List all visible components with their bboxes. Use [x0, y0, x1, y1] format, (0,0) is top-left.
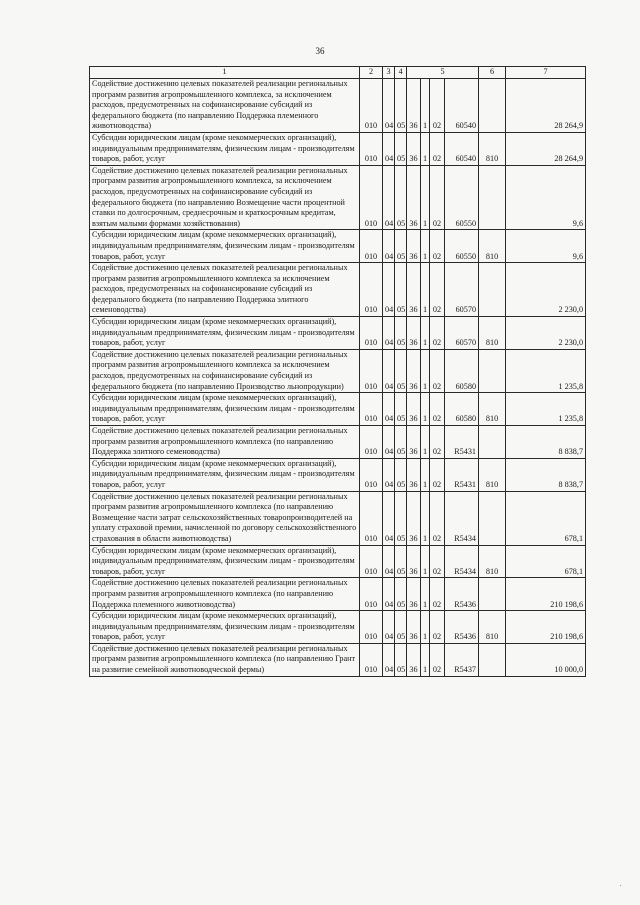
row-name: Субсидии юридическим лицам (кроме некоммерческих организаций), индивидуальным предпринимателям, физическим лицам - производителям товаров, работ, услуг: [90, 611, 360, 644]
subprogram-code: 1: [421, 317, 430, 350]
direction-code: 60540: [445, 79, 479, 133]
subprogram-code: 1: [421, 132, 430, 165]
program-code: 36: [407, 165, 421, 230]
measure-code: 02: [430, 491, 445, 545]
col-2-code: 010: [360, 165, 383, 230]
table-row: [90, 643, 586, 676]
amount: 28 264,9: [506, 79, 586, 133]
header-col-2: 2: [360, 67, 383, 79]
direction-code: R5436: [445, 611, 479, 644]
col-6-code: [479, 165, 506, 230]
direction-code: 60550: [445, 230, 479, 263]
direction-code: R5431: [445, 426, 479, 459]
col-4-code: 05: [395, 79, 407, 133]
row-name: Субсидии юридическим лицам (кроме некоммерческих организаций), индивидуальным предпринимателям, физическим лицам - производителям товаров, работ, услуг: [90, 317, 360, 350]
direction-code: 60570: [445, 263, 479, 317]
col-4-code: 05: [395, 643, 407, 676]
table-row: [90, 317, 586, 350]
table-row: [90, 426, 586, 459]
table-row: [90, 132, 586, 165]
subprogram-code: 1: [421, 263, 430, 317]
table-row: [90, 611, 586, 644]
header-col-7: 7: [506, 67, 586, 79]
col-3-code: 04: [383, 165, 395, 230]
direction-code: 60540: [445, 132, 479, 165]
col-2-code: 010: [360, 132, 383, 165]
subprogram-code: 1: [421, 458, 430, 491]
col-2-code: 010: [360, 643, 383, 676]
amount: 28 264,9: [506, 132, 586, 165]
subprogram-code: 1: [421, 393, 430, 426]
subprogram-code: 1: [421, 545, 430, 578]
subprogram-code: 1: [421, 79, 430, 133]
program-code: 36: [407, 491, 421, 545]
amount: 1 235,8: [506, 349, 586, 392]
row-name: Содействие достижению целевых показателей реализации региональных программ развития агропромышленного комплекса (по направлению Поддержка элитного семеноводства): [90, 426, 360, 459]
col-4-code: 05: [395, 426, 407, 459]
program-code: 36: [407, 545, 421, 578]
row-name: Содействие достижению целевых показателей реализации региональных программ развития агропромышленного комплекса за исключением расходов, предусмотренных на софинансирование субсидий из федерального бюджета (по направлению Производство льнопродукции): [90, 349, 360, 392]
measure-code: 02: [430, 79, 445, 133]
col-3-code: 04: [383, 263, 395, 317]
col-3-code: 04: [383, 578, 395, 611]
direction-code: R5434: [445, 491, 479, 545]
direction-code: 60580: [445, 349, 479, 392]
direction-code: R5436: [445, 578, 479, 611]
col-6-code: [479, 578, 506, 611]
col-4-code: 05: [395, 230, 407, 263]
subprogram-code: 1: [421, 578, 430, 611]
measure-code: 02: [430, 165, 445, 230]
direction-code: R5434: [445, 545, 479, 578]
amount: 9,6: [506, 230, 586, 263]
table-row: [90, 263, 586, 317]
col-3-code: 04: [383, 426, 395, 459]
table-row: [90, 79, 586, 133]
row-name: Содействие достижению целевых показателей реализации региональных программ развития агропромышленного комплекса (по направлению Возмещение части затрат сельскохозяйственных товаропроизводителей на уплату страховой премии, начисленной по договору сельскохозяйственного страхования в области животноводства): [90, 491, 360, 545]
row-name: Содействие достижению целевых показателей реализации региональных программ развития агропромышленного комплекса (по направлению Грант на развитие семейной животноводческой фермы): [90, 643, 360, 676]
subprogram-code: 1: [421, 611, 430, 644]
program-code: 36: [407, 230, 421, 263]
program-code: 36: [407, 426, 421, 459]
measure-code: 02: [430, 611, 445, 644]
program-code: 36: [407, 317, 421, 350]
col-6-code: 810: [479, 545, 506, 578]
subprogram-code: 1: [421, 230, 430, 263]
amount: 2 230,0: [506, 317, 586, 350]
amount: 678,1: [506, 545, 586, 578]
amount: 2 230,0: [506, 263, 586, 317]
col-2-code: 010: [360, 263, 383, 317]
row-name: Содействие достижению целевых показателей реализации региональных программ развития агропромышленного комплекса, за исключением расходов, предусмотренных на софинансирование субсидий из федерального бюджета (по направлению Поддержка племенного животноводства): [90, 79, 360, 133]
col-2-code: 010: [360, 317, 383, 350]
table-body: [90, 79, 586, 677]
col-6-code: 810: [479, 230, 506, 263]
program-code: 36: [407, 263, 421, 317]
header-col-1: 1: [90, 67, 360, 79]
table-row: [90, 393, 586, 426]
col-4-code: 05: [395, 393, 407, 426]
col-6-code: [479, 349, 506, 392]
measure-code: 02: [430, 230, 445, 263]
table-row: [90, 545, 586, 578]
direction-code: R5431: [445, 458, 479, 491]
col-2-code: 010: [360, 578, 383, 611]
col-2-code: 010: [360, 458, 383, 491]
subprogram-code: 1: [421, 426, 430, 459]
row-name: Субсидии юридическим лицам (кроме некоммерческих организаций), индивидуальным предпринимателям, физическим лицам - производителям товаров, работ, услуг: [90, 132, 360, 165]
col-2-code: 010: [360, 545, 383, 578]
measure-code: 02: [430, 578, 445, 611]
amount: 1 235,8: [506, 393, 586, 426]
subprogram-code: 1: [421, 643, 430, 676]
direction-code: 60570: [445, 317, 479, 350]
row-name: Субсидии юридическим лицам (кроме некоммерческих организаций), индивидуальным предпринимателям, физическим лицам - производителям товаров, работ, услуг: [90, 393, 360, 426]
table-row: [90, 491, 586, 545]
header-col-4: 4: [395, 67, 407, 79]
direction-code: R5437: [445, 643, 479, 676]
row-name: Содействие достижению целевых показателей реализации региональных программ развития агропромышленного комплекса за исключением расходов, предусмотренных на софинансирование субсидий из федерального бюджета (по направлению Поддержка элитного семеноводства): [90, 263, 360, 317]
col-4-code: 05: [395, 578, 407, 611]
col-6-code: [479, 643, 506, 676]
col-2-code: 010: [360, 426, 383, 459]
measure-code: 02: [430, 643, 445, 676]
col-4-code: 05: [395, 263, 407, 317]
table-row: [90, 165, 586, 230]
table-row: [90, 578, 586, 611]
col-6-code: 810: [479, 393, 506, 426]
program-code: 36: [407, 578, 421, 611]
col-3-code: 04: [383, 230, 395, 263]
measure-code: 02: [430, 132, 445, 165]
measure-code: 02: [430, 263, 445, 317]
subprogram-code: 1: [421, 491, 430, 545]
table-row: [90, 349, 586, 392]
col-3-code: 04: [383, 458, 395, 491]
amount: 9,6: [506, 165, 586, 230]
col-6-code: [479, 79, 506, 133]
row-name: Содействие достижению целевых показателей реализации региональных программ развития агропромышленного комплекса, за исключением расходов, предусмотренных на софинансирование субсидий из федерального бюджета (по направлению Возмещение части процентной ставки по долгосрочным, среднесрочным и краткосрочным кредитам, взятым малыми формами хозяйствования): [90, 165, 360, 230]
amount: 678,1: [506, 491, 586, 545]
measure-code: 02: [430, 349, 445, 392]
direction-code: 60550: [445, 165, 479, 230]
col-6-code: [479, 263, 506, 317]
scan-mark: ˙: [610, 883, 622, 888]
col-2-code: 010: [360, 79, 383, 133]
col-4-code: 05: [395, 611, 407, 644]
row-name: Субсидии юридическим лицам (кроме некоммерческих организаций), индивидуальным предпринимателям, физическим лицам - производителям товаров, работ, услуг: [90, 545, 360, 578]
col-2-code: 010: [360, 230, 383, 263]
measure-code: 02: [430, 545, 445, 578]
col-3-code: 04: [383, 643, 395, 676]
table-row: [90, 458, 586, 491]
page-number: 36: [315, 46, 325, 56]
measure-code: 02: [430, 426, 445, 459]
col-4-code: 05: [395, 458, 407, 491]
program-code: 36: [407, 132, 421, 165]
program-code: 36: [407, 79, 421, 133]
subprogram-code: 1: [421, 165, 430, 230]
header-col-3: 3: [383, 67, 395, 79]
col-6-code: 810: [479, 458, 506, 491]
col-2-code: 010: [360, 491, 383, 545]
amount: 210 198,6: [506, 578, 586, 611]
measure-code: 02: [430, 458, 445, 491]
program-code: 36: [407, 611, 421, 644]
col-3-code: 04: [383, 349, 395, 392]
col-4-code: 05: [395, 491, 407, 545]
budget-table: [89, 66, 586, 677]
program-code: 36: [407, 458, 421, 491]
col-2-code: 010: [360, 349, 383, 392]
direction-code: 60580: [445, 393, 479, 426]
amount: 210 198,6: [506, 611, 586, 644]
program-code: 36: [407, 349, 421, 392]
row-name: Содействие достижению целевых показателей реализации региональных программ развития агропромышленного комплекса (по направлению Поддержка племенного животноводства): [90, 578, 360, 611]
program-code: 36: [407, 643, 421, 676]
col-6-code: [479, 491, 506, 545]
col-6-code: [479, 426, 506, 459]
col-3-code: 04: [383, 611, 395, 644]
col-2-code: 010: [360, 393, 383, 426]
subprogram-code: 1: [421, 349, 430, 392]
col-6-code: 810: [479, 611, 506, 644]
program-code: 36: [407, 393, 421, 426]
header-row: [90, 67, 586, 79]
table-row: [90, 230, 586, 263]
measure-code: 02: [430, 393, 445, 426]
row-name: Субсидии юридическим лицам (кроме некоммерческих организаций), индивидуальным предпринимателям, физическим лицам - производителям товаров, работ, услуг: [90, 458, 360, 491]
col-4-code: 05: [395, 165, 407, 230]
col-3-code: 04: [383, 317, 395, 350]
col-3-code: 04: [383, 132, 395, 165]
measure-code: 02: [430, 317, 445, 350]
col-6-code: 810: [479, 317, 506, 350]
col-3-code: 04: [383, 79, 395, 133]
header-col-5: 5: [407, 67, 479, 79]
col-3-code: 04: [383, 393, 395, 426]
col-3-code: 04: [383, 491, 395, 545]
col-2-code: 010: [360, 611, 383, 644]
col-4-code: 05: [395, 349, 407, 392]
header-col-6: 6: [479, 67, 506, 79]
col-4-code: 05: [395, 132, 407, 165]
row-name: Субсидии юридическим лицам (кроме некоммерческих организаций), индивидуальным предпринимателям, физическим лицам - производителям товаров, работ, услуг: [90, 230, 360, 263]
col-4-code: 05: [395, 545, 407, 578]
amount: 8 838,7: [506, 458, 586, 491]
col-3-code: 04: [383, 545, 395, 578]
col-6-code: 810: [479, 132, 506, 165]
col-4-code: 05: [395, 317, 407, 350]
amount: 8 838,7: [506, 426, 586, 459]
amount: 10 000,0: [506, 643, 586, 676]
